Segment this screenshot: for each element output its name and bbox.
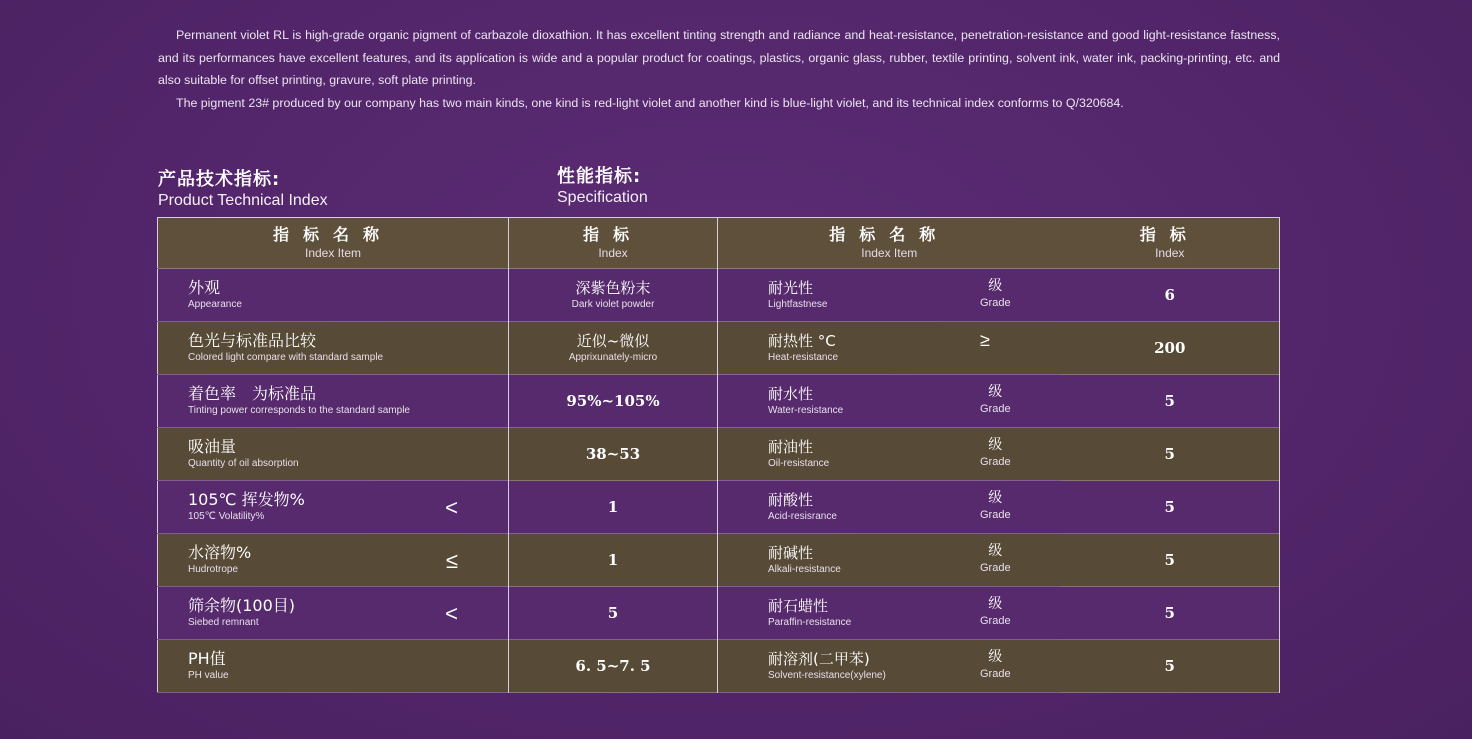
table-row: [158, 481, 1280, 534]
spec-value-cell: [1061, 587, 1280, 640]
grade-cn: 级: [988, 596, 1003, 612]
spec-value-cell: [1061, 534, 1280, 587]
grade-label: [980, 648, 1011, 681]
grade-en: Grade: [980, 562, 1011, 574]
index-item-cn: 外观: [188, 278, 221, 297]
grade-label: [980, 595, 1011, 628]
grade-label: [980, 277, 1011, 310]
index-item-cell: [158, 481, 509, 534]
specification-heading: [557, 166, 648, 208]
spec-item-cn: 耐光性: [768, 278, 814, 297]
spec-value: 5: [1164, 392, 1175, 410]
index-item-en: PH value: [188, 670, 229, 681]
spec-value-cell: [1061, 481, 1280, 534]
table-row: [158, 428, 1280, 481]
spec-item-cn: 耐油性: [768, 437, 814, 456]
index-item-en: Siebed remnant: [188, 617, 259, 628]
index-value: 6. 5~7. 5: [575, 657, 651, 675]
technical-index-heading-en: Product Technical Index: [158, 192, 328, 209]
spec-value-cell: [1061, 640, 1280, 693]
index-value-cell: [509, 269, 718, 322]
index-value: 1: [607, 551, 619, 569]
grade-symbol: ≥: [980, 330, 990, 350]
index-item-en: Hudrotrope: [188, 564, 239, 575]
index-item-cn: PH值: [188, 649, 226, 668]
index-value: 38~53: [585, 445, 641, 463]
header-index-item-cn: 指标名称: [272, 225, 393, 244]
index-value-cell: [509, 534, 718, 587]
grade-en: Grade: [980, 615, 1011, 627]
index-value: 95%~105%: [566, 392, 660, 410]
index-value-cell: [509, 587, 718, 640]
header-spec-item-cn: 指标名称: [829, 225, 950, 244]
header-spec-item-en: Index Item: [861, 246, 918, 260]
table-header-row: [158, 218, 1280, 269]
technical-index-heading-cn: 产品技术指标:: [158, 169, 281, 190]
index-item-cell: [158, 322, 509, 375]
header-index-item-en: Index Item: [304, 246, 362, 260]
spec-item-en: Water-resistance: [768, 404, 844, 416]
index-item-cell: [158, 428, 509, 481]
spec-item-cell: [718, 534, 1061, 587]
index-item-cn: 水溶物%: [188, 543, 252, 562]
table-row: [158, 587, 1280, 640]
index-item-cell: [158, 640, 509, 693]
index-value: 1: [607, 498, 619, 516]
spec-item-cn: 耐溶剂(二甲苯): [768, 649, 870, 668]
header-spec-index-cn: 指标: [1139, 225, 1200, 244]
spec-item-cn: 耐热性 °C: [768, 331, 836, 350]
comparison-symbol: <: [445, 495, 458, 520]
spec-item-cell: [718, 587, 1061, 640]
table-row: [158, 322, 1280, 375]
index-value: 5: [607, 604, 619, 622]
header-spec-index-en: Index: [1155, 246, 1185, 260]
spec-item-en: Lightfastnese: [768, 298, 828, 310]
specification-heading-cn: 性能指标:: [557, 166, 642, 187]
spec-value-cell: [1061, 375, 1280, 428]
grade-en: Grade: [980, 668, 1011, 680]
spec-item-cell: [718, 375, 1061, 428]
spec-value: 5: [1164, 551, 1175, 569]
spec-item-en: Paraffin-resistance: [768, 616, 852, 628]
index-item-cn: 着色率 为标准品: [188, 384, 317, 403]
table-row: [158, 269, 1280, 322]
spec-item-cell: [718, 322, 1061, 375]
index-value-cell: [509, 428, 718, 481]
intro-text: [158, 24, 1280, 114]
grade-label: [980, 436, 1011, 469]
grade-en: Grade: [980, 456, 1011, 468]
spec-value: 5: [1164, 657, 1175, 675]
grade-cn: 级: [988, 384, 1003, 400]
grade-en: Grade: [980, 297, 1011, 309]
grade-label: [980, 542, 1011, 575]
grade-cn: 级: [988, 543, 1003, 559]
header-index: [509, 218, 718, 269]
technical-index-heading: [158, 169, 328, 211]
header-index-cn: 指标: [582, 225, 643, 244]
index-item-cn: 105℃ 挥发物%: [188, 490, 305, 509]
spec-table: [157, 217, 1280, 693]
spec-value: 5: [1164, 445, 1175, 463]
grade-label: [980, 330, 990, 351]
table-row: [158, 640, 1280, 693]
spec-item-cell: [718, 428, 1061, 481]
spec-value-cell: [1061, 322, 1280, 375]
index-item-cn: 吸油量: [188, 437, 237, 456]
spec-item-en: Acid-resisrance: [768, 510, 837, 522]
index-item-en: Colored light compare with standard sample: [188, 352, 384, 363]
spec-value: 5: [1164, 498, 1175, 516]
spec-item-cn: 耐酸性: [768, 490, 814, 509]
index-value-en: Dark violet powder: [571, 299, 655, 310]
header-spec-index: [1061, 218, 1280, 269]
spec-item-cell: [718, 481, 1061, 534]
table-row: [158, 375, 1280, 428]
index-item-cell: [158, 375, 509, 428]
spec-value-cell: [1061, 269, 1280, 322]
header-index-en: Index: [598, 246, 628, 260]
header-spec-item: [718, 218, 1061, 269]
index-value-cn: 近似~微似: [576, 332, 650, 350]
grade-label: [980, 383, 1011, 416]
index-item-cell: [158, 269, 509, 322]
grade-en: Grade: [980, 403, 1011, 415]
index-value-cell: [509, 481, 718, 534]
grade-cn: 级: [988, 649, 1003, 665]
index-item-cell: [158, 587, 509, 640]
index-value-cell: [509, 322, 718, 375]
index-value-cell: [509, 375, 718, 428]
spec-value: 5: [1164, 604, 1175, 622]
spec-item-cn: 耐碱性: [768, 543, 814, 562]
grade-cn: 级: [988, 278, 1003, 294]
spec-item-cell: [718, 269, 1061, 322]
spec-item-en: Oil-resistance: [768, 457, 830, 469]
index-item-cn: 色光与标准品比较: [188, 331, 317, 350]
index-item-en: Tinting power corresponds to the standard sample: [188, 405, 410, 416]
index-item-en: Appearance: [188, 299, 242, 310]
grade-cn: 级: [988, 490, 1003, 506]
spec-item-cn: 耐石蜡性: [768, 596, 829, 615]
header-index-item: [158, 218, 509, 269]
spec-value-cell: [1061, 428, 1280, 481]
intro-paragraph-2: The pigment 23# produced by our company has two main kinds, one kind is red-light violet and another kind is blue-light violet, and its technical index conforms to Q/320684.: [176, 95, 1124, 110]
index-item-cell: [158, 534, 509, 587]
spec-value: 6: [1164, 286, 1175, 304]
comparison-symbol: ≤: [445, 548, 458, 573]
spec-item-en: Alkali-resistance: [768, 563, 841, 575]
spec-value: 200: [1154, 339, 1186, 357]
specification-heading-en: Specification: [557, 189, 648, 206]
grade-en: Grade: [980, 509, 1011, 521]
index-value-cell: [509, 640, 718, 693]
grade-label: [980, 489, 1011, 522]
index-value-en: Apprixunately-micro: [568, 352, 658, 363]
comparison-symbol: <: [445, 601, 458, 626]
index-value-cn: 深紫色粉末: [575, 279, 651, 297]
index-item-en: Quantity of oil absorption: [188, 458, 299, 469]
index-item-cn: 筛余物(100目): [188, 596, 296, 615]
index-item-en: 105℃ Volatility%: [188, 511, 265, 522]
spec-item-cell: [718, 640, 1061, 693]
spec-item-cn: 耐水性: [768, 384, 814, 403]
spec-item-en: Solvent-resistance(xylene): [768, 669, 886, 681]
intro-paragraph-1: Permanent violet RL is high-grade organic pigment of carbazole dioxathion. It has excellent tinting strength and radiance and heat-resistance, penetration-resistance and good light-resistance fastness, and its performances have excellent features, and its application is wide and a popular product for coatings, plastics, organic glass, rubber, textile printing, solvent ink, water ink, packing-printing, etc. and also suitable for offset printing, gravure, soft plate printing.: [158, 28, 1280, 87]
spec-item-en: Heat-resistance: [768, 351, 839, 363]
grade-cn: 级: [988, 437, 1003, 453]
table-row: [158, 534, 1280, 587]
